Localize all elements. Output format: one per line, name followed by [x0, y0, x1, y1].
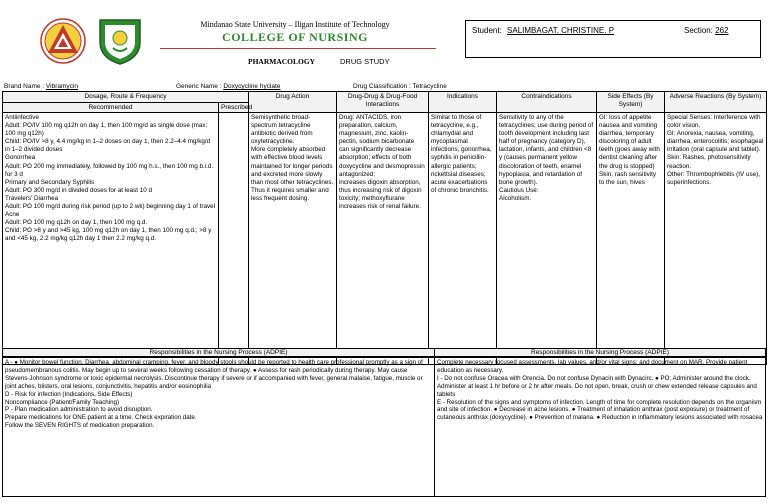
text-line: Drug: ANTACIDS, iron preparation, calcium, magnesium, zinc, kaolin-pectin, sodium bicarbonate can significantly decrease absorption; effects of both doxycycline and desmopressin antagonized; — [339, 114, 425, 178]
text-line: Prepare medications for ONE patient at a time. Check expiration date. — [5, 414, 197, 422]
text-line: Follow the SEVEN RIGHTS of medication preparation. — [5, 422, 155, 430]
section-value: 262 — [715, 26, 729, 35]
text-line: Acne — [5, 211, 20, 219]
text-line: Skin: Rashes, photosensitivity reaction. — [667, 154, 751, 170]
text-line: Travelers' Diarrhea — [5, 194, 59, 202]
side-effects-cell — [597, 113, 665, 365]
generic-label: Generic Name : — [176, 83, 222, 90]
recommended-header: Recommended — [3, 102, 219, 113]
indications-cell — [429, 113, 497, 365]
drug-action-cell — [249, 113, 337, 365]
subject-title: PHARMACOLOGY — [248, 57, 316, 66]
text-line: Adult: PO 200 mg immediately, followed by 100 mg h.s., then 100 mg b.i.d. for 3 d — [5, 162, 214, 178]
brand-label: Brand Name : — [4, 83, 45, 90]
responsibilities-left — [2, 357, 435, 497]
brand-name-row — [4, 83, 78, 90]
adverse-reactions-header: Adverse Reactions (By System) — [665, 92, 767, 113]
text-line: GI: Anorexia, nausea, vomiting, diarrhea, enterocolitis; esophageal irritation (oral capsule and tablet). — [667, 130, 764, 154]
drug-study-table — [2, 91, 767, 365]
text-line: A - ● Monitor bowel function. Diarrhea, abdominal cramping, fever, and bloody stools should be reported to health care professional promptly as a sign of pseudomembranous colitis. May begin up to several weeks following cessation of therapy. ● Assess for rash periodically during therapy. May cause Stevens-Johnson syndrome or toxic epidermal necrolysis. Discontinue therapy if severe or if accompanied with fever, general malaise, fatigue, muscle or joint aches, blisters, oral lesions, conjunctivitis, hepatitis and/or eosinophilia — [5, 359, 423, 390]
dosage-group-header: Dosage, Route & Frequency — [3, 92, 249, 103]
text-line: Semisynthetic broad-spectrum tetracycline antibiotic derived from oxytetracycline. — [251, 114, 313, 146]
text-line: Gonorrhea — [5, 154, 36, 162]
text-line: P - Plan medication administration to avoid disruption. — [5, 406, 153, 414]
prescribed-cell — [219, 113, 249, 365]
drug-class-row — [353, 83, 447, 90]
responsibilities-header-left: Responsibilities in the Nursing Process (ADPIE) — [2, 348, 435, 357]
text-line: Child: PO >8 y and >45 kg, 100 mg q12h on day 1, then 100 mg q.d.; >8 y and <45 kg, 2.2 mg/kg q12h day 1 then 2.2 mg/kg q.d. — [5, 227, 212, 243]
document-header — [0, 0, 768, 78]
text-line: Complete necessary focused assessments, lab values, and/or vital signs; and document on MAR. Provide patient education as necessary. — [437, 359, 748, 374]
text-line: E - Resolution of the signs and symptoms of infection. Length of time for complete resolution depends on the organism and site of infection. ● Decrease in acne lesions. ● Treatment of inhalation anthrax (post exposure) or treatment of cutaneous anthrax (doxycycline). ● Prevention of malaria. ● Reduction in inflammatory lesions associated with rosacea — [437, 398, 763, 422]
text-line: Adult: PO 100 mg/d during risk period (up to 2 wk) beginning day 1 of travel — [5, 203, 216, 211]
text-line: Adult: PO 100 mg q12h on day 1, then 100 mg q.d. — [5, 219, 148, 227]
text-line: Special Senses: Interference with color vision. — [667, 114, 761, 130]
interactions-header: Drug-Drug & Drug-Food Interactions — [337, 92, 429, 113]
section-info — [684, 26, 729, 35]
adverse-reactions-cell — [665, 113, 767, 365]
text-line: D - Risk for infection (Indications, Side Effects) — [5, 390, 133, 398]
contraindications-cell — [497, 113, 597, 365]
section-label: Section: — [684, 26, 713, 35]
text-line: Child: PO/IV >8 y, 4.4 mg/kg in 1–2 doses on day 1, then 2.2–4.4 mg/kg/d in 1–2 divided doses — [5, 138, 211, 154]
university-name: Mindanao State University – Iligan Institute of Technology — [200, 20, 390, 29]
text-line: Noncompliance (Patient/Family Teaching) — [5, 398, 120, 406]
text-line: Sensitivity to any of the tetracyclines; use during period of tooth development including last half of pregnancy (category D), lactation, infants, and children <8 y (causes permanent yellow discoloration of teeth, enamel hypoplasia, and retardation of bone growth). — [499, 114, 594, 186]
class-label: Drug Classification : — [353, 83, 411, 90]
brand-name: Vibramycin — [45, 83, 78, 90]
text-line: Other: Thrombophlebitis (IV use), superinfections. — [667, 170, 760, 186]
interactions-cell — [337, 113, 429, 365]
generic-name-row — [176, 83, 280, 90]
msu-iit-logo-icon — [40, 18, 86, 64]
text-line: Similar to those of tetracycline, e.g., chlamydial and mycoplasmal infections; gonorrhea, syphilis in penicillin-allergic patients; rickettsial diseases; acute exacerbations of chronic bronchitis. — [431, 114, 492, 194]
text-line: Alcoholism. — [499, 194, 532, 202]
text-line: Skin: rash sensitivity to the sun, hives — [599, 170, 657, 186]
recommended-cell — [3, 113, 219, 365]
responsibilities-right — [434, 357, 766, 497]
document-type: DRUG STUDY — [340, 57, 390, 66]
student-info-box — [465, 20, 761, 58]
responsibilities-header-right: Responsibilities in the Nursing Process (ADPIE) — [434, 348, 766, 357]
college-of-nursing-shield-icon — [96, 16, 144, 66]
text-line: More completely absorbed with effective blood levels maintained for longer periods and excreted more slowly than most other tetracyclines. Thus it requires smaller and less frequent dosing. — [251, 146, 334, 202]
prescribed-header: Prescribed — [219, 102, 249, 113]
drug-action-header: Drug Action — [249, 92, 337, 113]
text-line: I - Do not confuse Oracea with Orencia. Do not confuse Dynacin with Dynacirc. ● PO: Administer around the clock. Administer at least 1 hr before or 2 hr after meals. Do not open, break, crush or chew extended release capsules and tablets — [437, 374, 757, 398]
student-label: Student: — [472, 26, 502, 35]
text-line: increases digoxin absorption, thus increasing risk of digoxin toxicity; methoxyflurane increases risk of renal failure. — [339, 178, 422, 211]
college-name: COLLEGE OF NURSING — [222, 30, 368, 44]
text-line: Primary and Secondary Syphilis — [5, 178, 95, 186]
indications-header: Indications — [429, 92, 497, 113]
text-line: GI: loss of appetite nausea and vomiting diarrhea, temporary discoloring of adult teeth (goes away with dentist cleaning after the drug is stopped) — [599, 114, 660, 170]
generic-name: Doxycycline hyclate — [223, 83, 281, 90]
text-line: Adult: PO 300 mg/d in divided doses for at least 10 d — [5, 186, 153, 194]
text-line: Antiinfective — [5, 114, 39, 121]
header-divider — [160, 48, 436, 49]
side-effects-header: Side Effects (By System) — [597, 92, 665, 113]
text-line: Adult: PO/IV 100 mg q12h on day 1, then 100 mg/d as single dose (max: 100 mg q12h) — [5, 122, 208, 138]
contraindications-header: Contraindications — [497, 92, 597, 113]
text-line: Cautious Use: — [499, 186, 539, 194]
drug-class: Tetracycline — [412, 83, 447, 90]
student-name: SALIMBAGAT, CHRISTINE. P — [507, 26, 615, 35]
